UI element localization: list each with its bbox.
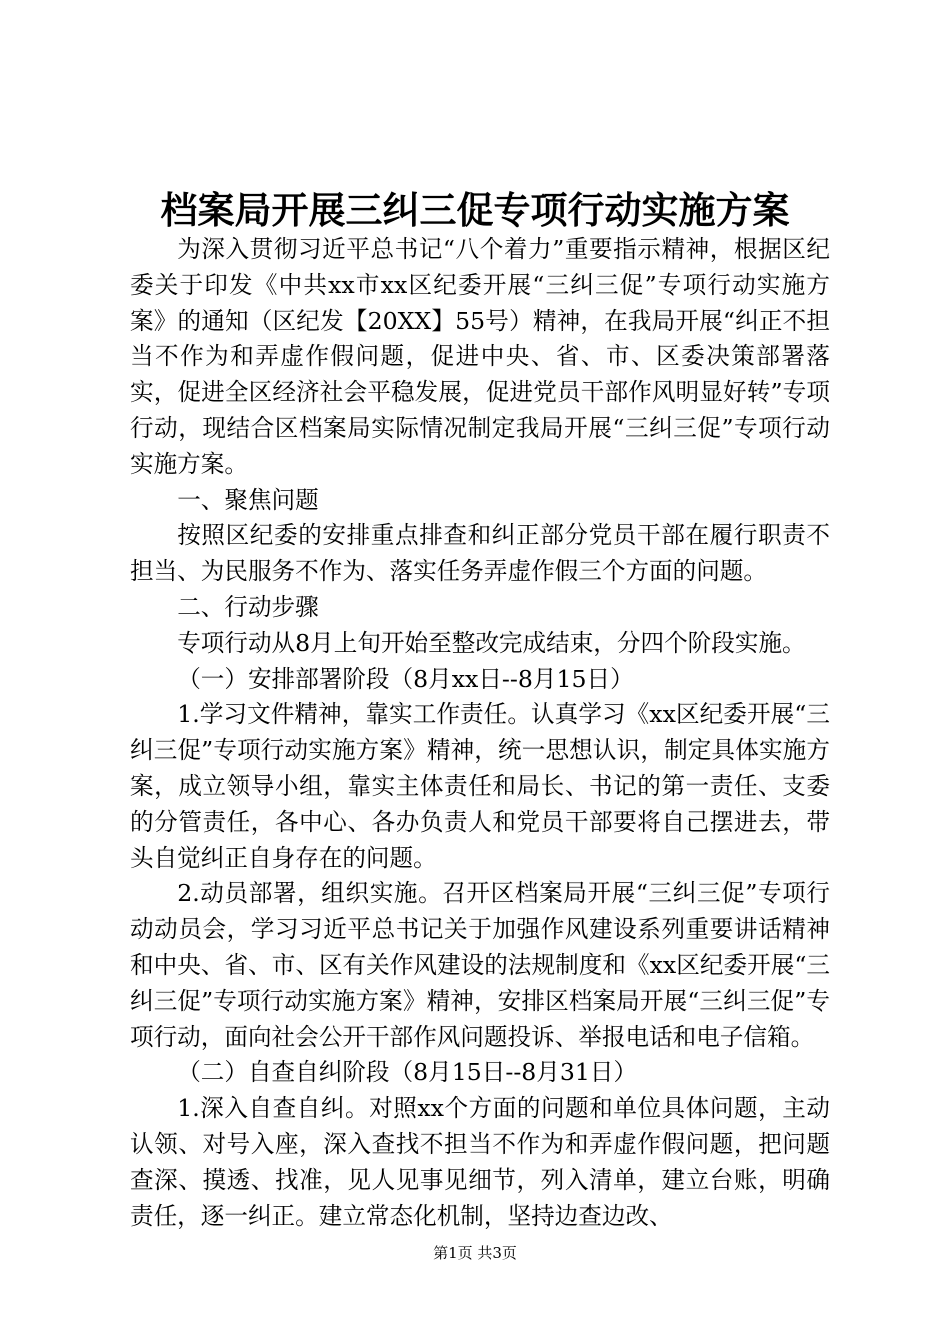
section-heading-action-steps: 二、行动步骤 xyxy=(177,592,319,621)
page-footer: 第1页 共3页 xyxy=(433,1244,517,1262)
subsection-heading-deployment-stage: （一）安排部署阶段（8月xx日--8月15日） xyxy=(177,664,634,693)
section-heading-focus-issues: 一、聚焦问题 xyxy=(177,485,319,514)
subsection-heading-self-check-stage: （二）自查自纠阶段（8月15日--8月31日） xyxy=(177,1058,638,1087)
document-title: 档案局开展三纠三促专项行动实施方案 xyxy=(160,188,790,232)
paragraph-intro: 为深入贯彻习近平总书记“八个着力”重要指示精神，根据区纪委关于印发《中共xx市xx区纪委开展“三纠三促”专项行动实施方案》的通知（区纪发【20XX】55号）精神，在我局开展“纠正不担当不作为和弄虚作假问题，促进中央、省、市、区委决策部署落实，促进全区经济社会平稳发展，促进党员干部作风明显好转”专项行动，现结合区档案局实际情况制定我局开展“三纠三促”专项行动实施方案。 xyxy=(130,235,830,478)
paragraph-action-steps: 专项行动从8月上旬开始至整改完成结束，分四个阶段实施。 xyxy=(177,628,806,657)
paragraph-deployment-item-1: 1.学习文件精神，靠实工作责任。认真学习《xx区纪委开展“三纠三促”专项行动实施方案》精神，统一思想认识，制定具体实施方案，成立领导小组，靠实主体责任和局长、书记的第一责任、支委的分管责任，各中心、各办负责人和党员干部要将自己摆进去，带头自觉纠正自身存在的问题。 xyxy=(130,700,830,872)
paragraph-deployment-item-2: 2.动员部署，组织实施。召开区档案局开展“三纠三促”专项行动动员会，学习习近平总书记关于加强作风建设系列重要讲话精神和中央、省、市、区有关作风建设的法规制度和《xx区纪委开展“三纠三促”专项行动实施方案》精神，安排区档案局开展“三纠三促”专项行动，面向社会公开干部作风问题投诉、举报电话和电子信箱。 xyxy=(130,879,830,1051)
paragraph-focus-issues: 按照区纪委的安排重点排查和纠正部分党员干部在履行职责不担当、为民服务不作为、落实任务弄虚作假三个方面的问题。 xyxy=(130,521,830,586)
document-body xyxy=(130,232,830,1234)
paragraph-self-check-item-1: 1.深入自查自纠。对照xx个方面的问题和单位具体问题，主动认领、对号入座，深入查找不担当不作为和弄虚作假问题，把问题查深、摸透、找准，见人见事见细节，列入清单，建立台账，明确责任，逐一纠正。建立常态化机制，坚持边查边改、 xyxy=(130,1094,830,1230)
